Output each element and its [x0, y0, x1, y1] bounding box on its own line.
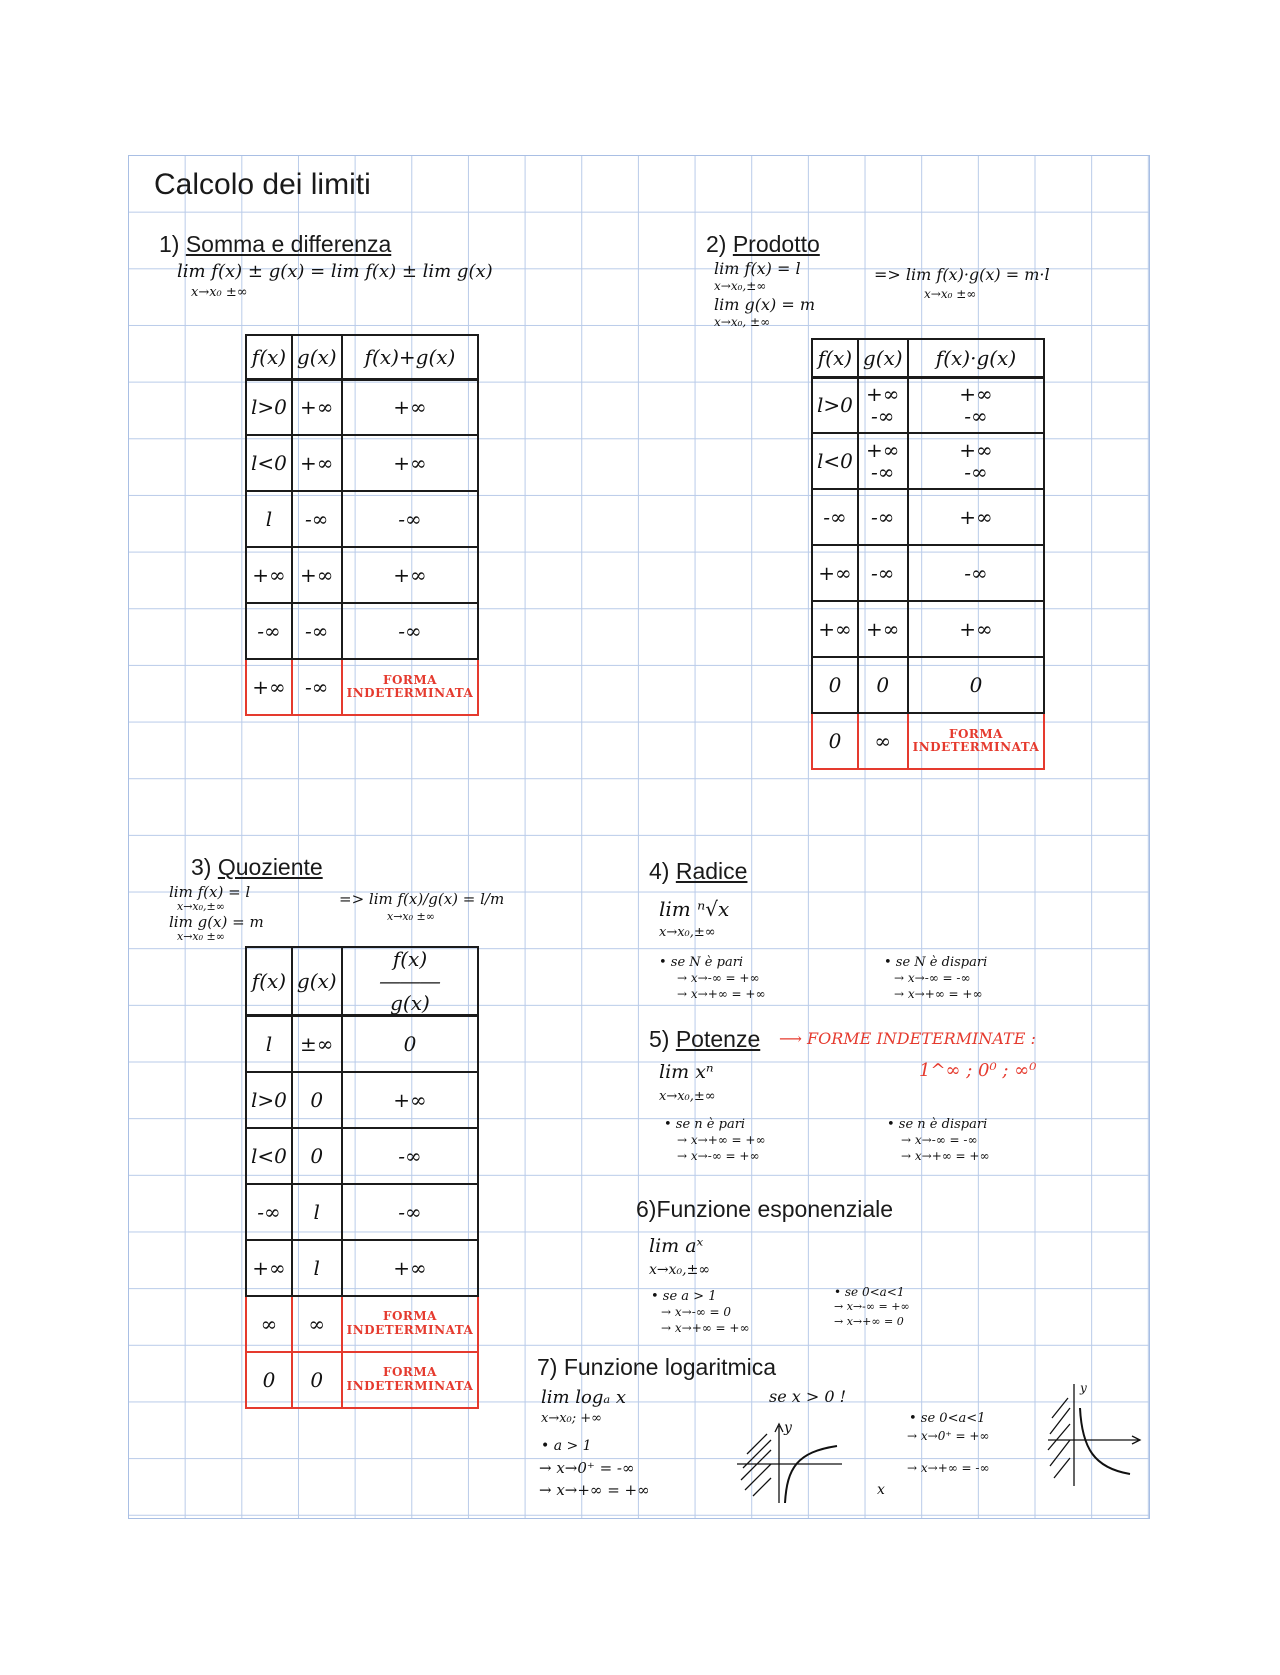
table-cell: +∞ — [246, 1240, 292, 1296]
table-cell: +∞ — [812, 545, 858, 601]
table-cell: -∞ — [342, 603, 479, 659]
table-row — [246, 491, 478, 547]
table-cell: +∞ — [342, 379, 479, 435]
table-row — [812, 377, 1044, 433]
table-cell: l>0 — [812, 377, 858, 433]
section-3-result: => lim f(x)/g(x) = l/m — [339, 890, 505, 908]
table-cell: -∞ — [292, 491, 342, 547]
table-row — [246, 1128, 478, 1184]
table-cell: 0 — [858, 657, 908, 713]
table-cell: 0 — [292, 1072, 342, 1128]
table-row — [812, 657, 1044, 713]
table-cell: -∞ — [812, 489, 858, 545]
table-cell: 0 — [246, 1352, 292, 1408]
header-f: f(x) — [812, 339, 858, 377]
table-cell: l — [246, 491, 292, 547]
section-3-heading — [191, 854, 323, 881]
table-row — [246, 603, 478, 659]
table-cell: l<0 — [246, 435, 292, 491]
section-1-title: Somma e differenza — [185, 231, 392, 257]
quotient-table — [245, 946, 479, 1409]
section-7-condition: se x > 0 ! — [769, 1387, 847, 1406]
table-cell: +∞ -∞ — [908, 433, 1045, 489]
y-label: y — [784, 1420, 792, 1436]
section-7-case1-title: • a > 1 — [541, 1438, 592, 1454]
section-5-title: Potenze — [675, 1026, 761, 1052]
header-product: f(x)·g(x) — [908, 339, 1045, 377]
indeterminate-row — [246, 1352, 478, 1408]
table-cell: -∞ — [342, 491, 479, 547]
table-cell: -∞ — [292, 603, 342, 659]
table-cell: l>0 — [246, 1072, 292, 1128]
log-curve — [785, 1446, 837, 1503]
section-3-number: 3) — [191, 854, 212, 880]
section-4-odd-line-2: → x→+∞ = +∞ — [894, 987, 983, 1001]
section-6-case2-line-2: → x→+∞ = 0 — [834, 1315, 904, 1328]
section-6-heading: 6)Funzione esponenziale — [636, 1196, 894, 1222]
table-cell: +∞ — [342, 1072, 479, 1128]
page-title: Calcolo dei limiti — [154, 168, 371, 201]
table-cell: 0 — [292, 1128, 342, 1184]
header-f: f(x) — [246, 335, 292, 379]
section-4-formula: lim ⁿ√x — [659, 897, 730, 921]
indeterminate-label: FORMA INDETERMINATA — [342, 659, 479, 715]
section-4-even-title: • se N è pari — [659, 955, 744, 970]
section-2-title: Prodotto — [732, 231, 820, 257]
section-3-cond2: lim g(x) = m — [169, 913, 264, 931]
product-table — [811, 338, 1045, 770]
sum-table — [245, 334, 479, 716]
table-cell: l<0 — [812, 433, 858, 489]
table-row — [812, 489, 1044, 545]
table-row — [246, 1072, 478, 1128]
table-cell: +∞ -∞ — [858, 433, 908, 489]
section-1-formula-sub: x→x₀ ±∞ — [191, 285, 248, 300]
table-cell: +∞ — [342, 1240, 479, 1296]
table-cell: -∞ — [342, 1184, 479, 1240]
section-7-case2-line-2: → x→+∞ = -∞ — [907, 1461, 990, 1475]
table-cell: +∞ — [908, 489, 1045, 545]
table-row — [812, 545, 1044, 601]
table-row — [246, 1240, 478, 1296]
table-cell: l<0 — [246, 1128, 292, 1184]
section-3-result-sub: x→x₀ ±∞ — [387, 910, 435, 923]
table-cell: +∞ — [908, 601, 1045, 657]
y-label: y — [1080, 1381, 1087, 1395]
section-1-number: 1) — [159, 231, 180, 257]
section-7-heading: 7) Funzione logaritmica — [537, 1354, 777, 1380]
header-quotient: f(x) ――― g(x) — [342, 947, 479, 1016]
indeterminate-row — [812, 713, 1044, 769]
section-3-cond2-sub: x→x₀ ±∞ — [177, 930, 225, 943]
section-6-case1-line-2: → x→+∞ = +∞ — [661, 1321, 750, 1335]
section-4-even-line-1: → x→-∞ = +∞ — [677, 971, 760, 985]
section-7-case1-line-1: → x→0⁺ = -∞ — [539, 1459, 635, 1477]
table-cell: -∞ — [908, 545, 1045, 601]
hatching — [741, 1434, 771, 1496]
section-5-formula-sub: x→x₀,±∞ — [659, 1089, 716, 1104]
section-2-number: 2) — [706, 231, 727, 257]
table-cell: l — [292, 1184, 342, 1240]
section-5-indet-forms: 1^∞ ; 0⁰ ; ∞⁰ — [919, 1060, 1037, 1081]
section-5-even-line-2: → x→-∞ = +∞ — [677, 1149, 760, 1163]
table-row — [812, 433, 1044, 489]
indeterminate-label: FORMA INDETERMINATA — [908, 713, 1045, 769]
section-5-odd-line-1: → x→-∞ = -∞ — [901, 1133, 978, 1147]
table-cell: l>0 — [246, 379, 292, 435]
section-7-formula-sub: x→x₀; +∞ — [541, 1411, 603, 1426]
indeterminate-row — [246, 1296, 478, 1352]
section-4-title: Radice — [675, 858, 748, 884]
section-6-case2-title: • se 0<a<1 — [834, 1285, 905, 1299]
section-2-cond2-sub: x→x₀, ±∞ — [714, 315, 771, 329]
section-7-case2-line-1: → x→0⁺ = +∞ — [907, 1429, 990, 1443]
section-7-formula: lim logₐ x — [541, 1387, 627, 1408]
table-cell: -∞ — [342, 1128, 479, 1184]
indeterminate-label: FORMA INDETERMINATA — [342, 1296, 479, 1352]
table-cell: +∞ — [858, 601, 908, 657]
table-cell: +∞ — [246, 659, 292, 715]
table-cell: +∞ — [342, 547, 479, 603]
section-7-case1-line-2: → x→+∞ = +∞ — [539, 1481, 650, 1499]
table-cell: -∞ — [858, 489, 908, 545]
section-5-odd-line-2: → x→+∞ = +∞ — [901, 1149, 990, 1163]
table-row — [246, 1016, 478, 1072]
grid-paper — [128, 155, 1150, 1519]
section-2-cond1-sub: x→x₀,±∞ — [714, 279, 767, 293]
table-row — [246, 379, 478, 435]
table-row — [246, 435, 478, 491]
section-2-result: => lim f(x)·g(x) = m·l — [874, 265, 1050, 284]
section-4-formula-sub: x→x₀,±∞ — [659, 925, 716, 940]
section-6-formula-sub: x→x₀,±∞ — [649, 1262, 710, 1278]
table-cell: +∞ -∞ — [858, 377, 908, 433]
table-cell: -∞ — [246, 603, 292, 659]
log-graph-increasing — [727, 1418, 907, 1508]
log-graph-decreasing — [1044, 1378, 1144, 1488]
table-cell: l — [292, 1240, 342, 1296]
table-cell: 0 — [292, 1352, 342, 1408]
table-cell: l — [246, 1016, 292, 1072]
header-f: f(x) — [246, 947, 292, 1016]
section-3-cond1-sub: x→x₀,±∞ — [177, 900, 225, 913]
table-cell: ∞ — [246, 1296, 292, 1352]
section-5-even-line-1: → x→+∞ = +∞ — [677, 1133, 766, 1147]
indeterminate-row — [246, 659, 478, 715]
section-6-case1-title: • se a > 1 — [651, 1289, 717, 1304]
indeterminate-label: FORMA INDETERMINATA — [342, 1352, 479, 1408]
section-6-case1-line-1: → x→-∞ = 0 — [661, 1305, 732, 1319]
section-4-number: 4) — [649, 858, 670, 884]
header-sum: f(x)+g(x) — [342, 335, 479, 379]
header-g: g(x) — [292, 335, 342, 379]
section-4-odd-line-1: → x→-∞ = -∞ — [894, 971, 971, 985]
section-2-cond2: lim g(x) = m — [714, 295, 815, 314]
section-2-cond1: lim f(x) = l — [714, 259, 801, 278]
section-3-cond1: lim f(x) = l — [169, 883, 251, 901]
section-3-title: Quoziente — [217, 854, 323, 880]
table-cell: -∞ — [858, 545, 908, 601]
section-2-result-sub: x→x₀ ±∞ — [924, 287, 977, 301]
table-row — [246, 547, 478, 603]
section-1-formula: lim f(x) ± g(x) = lim f(x) ± lim g(x) — [177, 261, 493, 282]
header-g: g(x) — [858, 339, 908, 377]
log-curve — [1080, 1408, 1130, 1474]
header-g: g(x) — [292, 947, 342, 1016]
table-row — [812, 601, 1044, 657]
table-cell: +∞ — [292, 547, 342, 603]
hatching — [1048, 1398, 1070, 1478]
section-5-heading — [649, 1026, 760, 1053]
table-cell: 0 — [342, 1016, 479, 1072]
table-cell: -∞ — [246, 1184, 292, 1240]
table-cell: ±∞ — [292, 1016, 342, 1072]
table-cell: ∞ — [292, 1296, 342, 1352]
section-5-formula: lim xⁿ — [659, 1061, 714, 1083]
table-cell: +∞ — [342, 435, 479, 491]
x-label: x — [877, 1482, 885, 1498]
section-4-odd-title: • se N è dispari — [884, 955, 988, 970]
table-cell: +∞ -∞ — [908, 377, 1045, 433]
table-cell: 0 — [812, 713, 858, 769]
table-row — [246, 1184, 478, 1240]
table-cell: ∞ — [858, 713, 908, 769]
section-5-even-title: • se n è pari — [664, 1117, 746, 1132]
table-cell: +∞ — [246, 547, 292, 603]
section-4-even-line-2: → x→+∞ = +∞ — [677, 987, 766, 1001]
section-6-case2-line-1: → x→-∞ = +∞ — [834, 1300, 910, 1313]
section-5-odd-title: • se n è dispari — [887, 1117, 988, 1132]
table-cell: 0 — [908, 657, 1045, 713]
table-cell: 0 — [812, 657, 858, 713]
section-7-case2-title: • se 0<a<1 — [909, 1411, 986, 1426]
section-1-heading — [159, 231, 391, 258]
table-cell: +∞ — [292, 379, 342, 435]
table-cell: -∞ — [292, 659, 342, 715]
table-cell: +∞ — [292, 435, 342, 491]
section-2-heading — [706, 231, 820, 258]
section-5-number: 5) — [649, 1026, 670, 1052]
section-5-indet-label: ⟶ FORME INDETERMINATE : — [779, 1029, 1036, 1048]
section-4-heading — [649, 858, 747, 885]
section-6-formula: lim aˣ — [649, 1235, 704, 1257]
table-cell: +∞ — [812, 601, 858, 657]
